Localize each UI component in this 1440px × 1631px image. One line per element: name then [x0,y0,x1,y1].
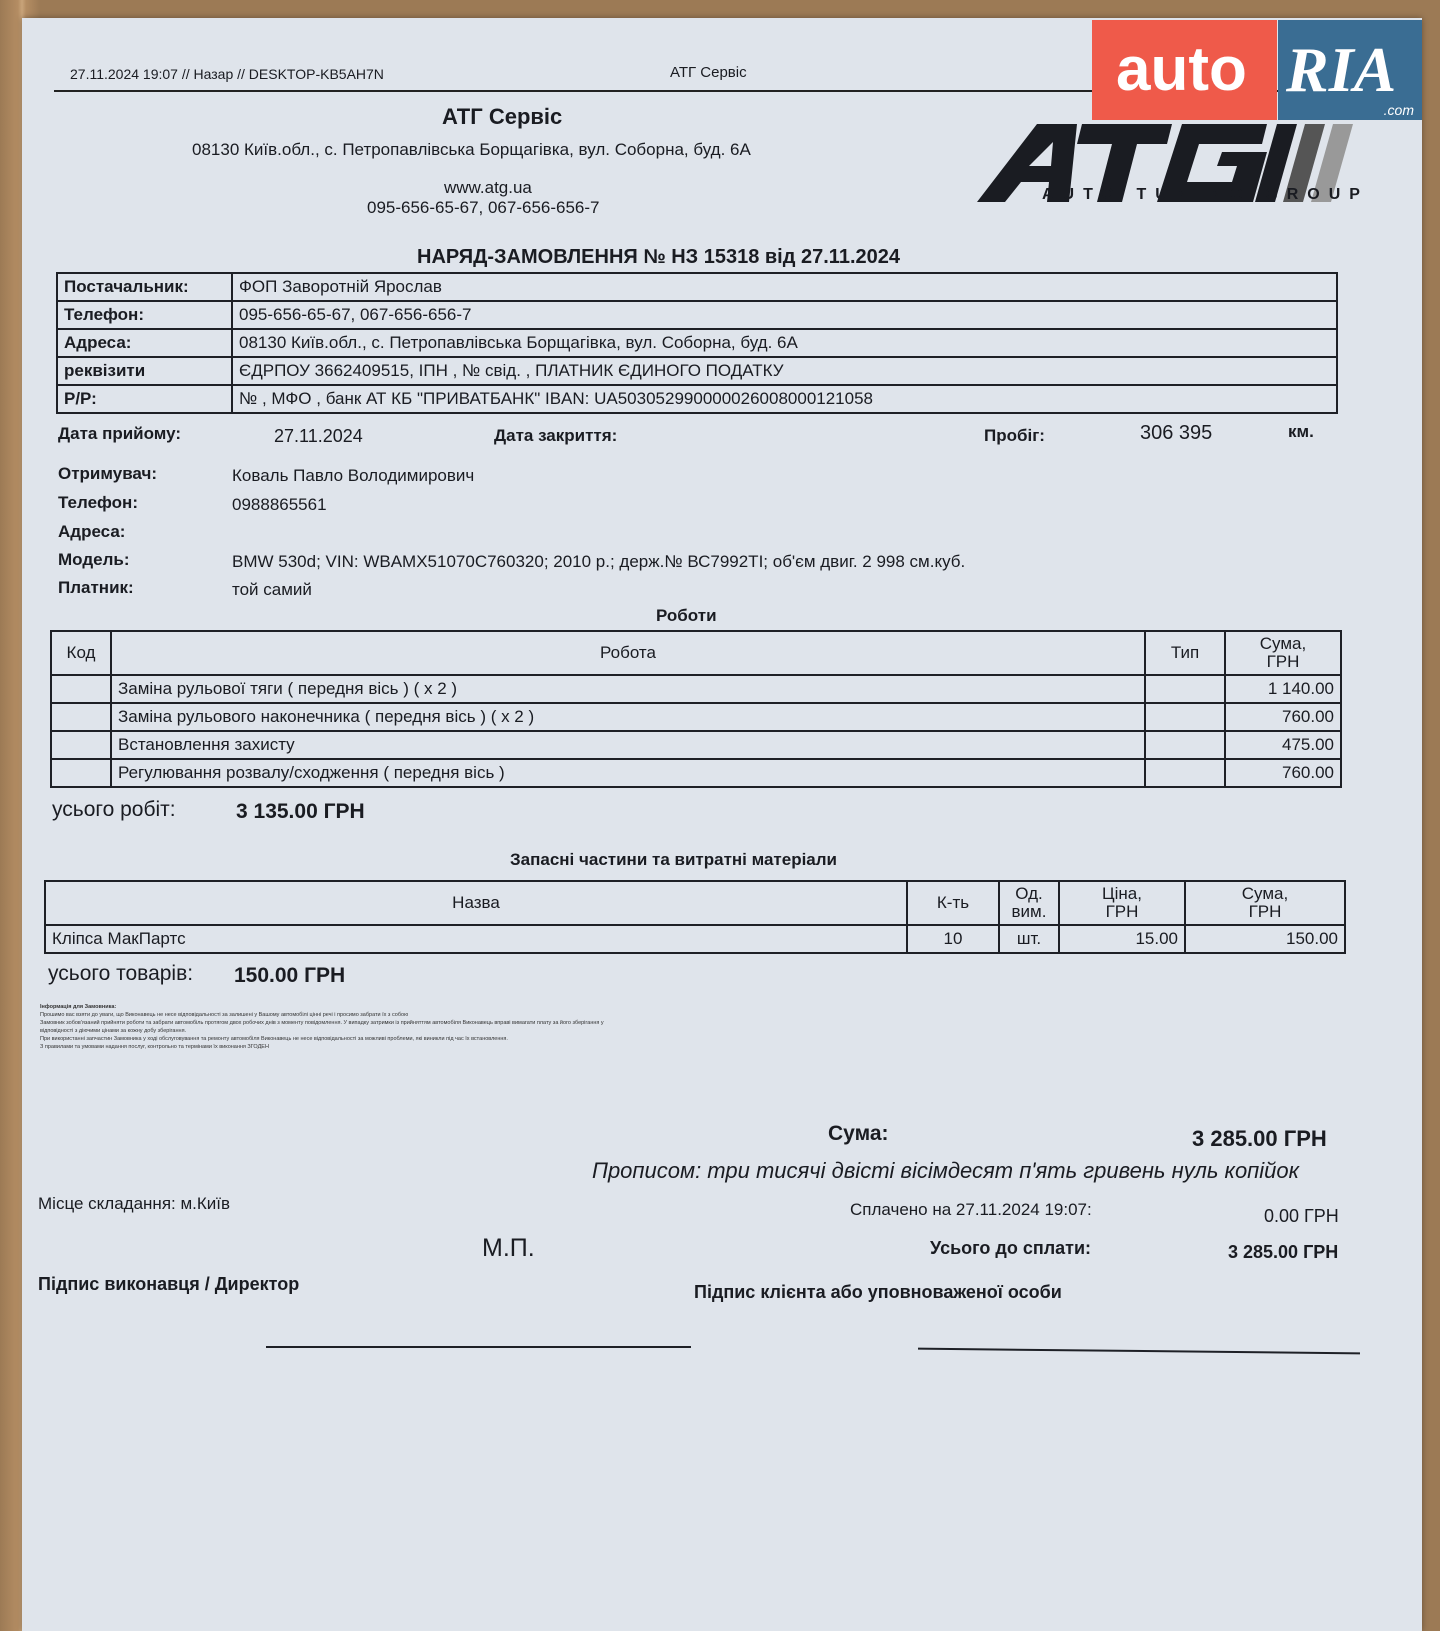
col-sum-label: Сума, [1259,634,1307,653]
executor-signature-label: Підпис виконавця / Директор [38,1274,300,1294]
col-sum [1185,881,1345,925]
table-header-row [45,881,1345,925]
col-name: Назва [45,881,907,925]
received-date-value: 27.11.2024 [274,426,363,446]
payer-label: Платник: [58,578,134,597]
mileage-unit: км. [1288,422,1314,441]
payer-value: той самий [232,580,312,599]
works-section-title: Роботи [656,606,717,625]
part-qty: 10 [907,925,999,953]
table-row [57,273,1337,301]
autoria-auto-label: auto [1092,20,1277,120]
work-type [1145,675,1225,703]
received-date-label: Дата прийому: [58,424,182,443]
col-sum [1225,631,1341,675]
atg-logo-subtitle: AUTO TUNING GROUP [1042,186,1369,203]
table-row [57,301,1337,329]
fine-print-line: відповідності з діючими цінами за кожну добу зберігання. [40,1028,187,1034]
table-row [51,703,1341,731]
client-signature-label: Підпис клієнта або уповноваженої особи [694,1282,1062,1302]
works-table [50,630,1342,788]
print-meta-left: 27.11.2024 19:07 // Назар // DESKTOP-KB5AH7N [70,66,384,82]
fine-print-line: З правилами та умовами надання послуг, контрольно та термінами їх виконання ЗГОДЕН [40,1044,269,1050]
company-name: АТГ Сервіс [442,104,563,129]
table-row [57,329,1337,357]
col-sum-unit: ГРН [1248,902,1282,921]
part-price: 15.00 [1059,925,1185,953]
mileage-value: 306 395 [1140,422,1213,444]
supplier-value: 095-656-65-67, 067-656-656-7 [232,301,1337,329]
work-code [51,675,111,703]
col-price-label: Ціна, [1102,884,1142,903]
part-unit: шт. [999,925,1059,953]
fine-print-line: Інформація для Замовника: [40,1004,117,1010]
stamp-placeholder: М.П. [482,1234,535,1262]
work-sum: 760.00 [1225,703,1341,731]
supplier-value: № , МФО , банк АТ КБ "ПРИВАТБАНК" IBAN: UA503052990000026008000121058 [232,385,1337,413]
autoria-ria-label: RIA [1278,20,1422,120]
company-website: www.atg.ua [444,178,532,197]
supplier-value: ЄДРПОУ 3662409515, ІПН , № свід. , ПЛАТНИК ЄДИНОГО ПОДАТКУ [232,357,1337,385]
parts-section-title: Запасні частини та витратні матеріали [510,850,838,869]
parts-total-value: 150.00 ГРН [234,964,346,987]
col-sum-unit: ГРН [1266,652,1300,671]
sum-in-words: Прописом: три тисячі двісті вісімдесят п'ять гривень нуль копійок [592,1158,1300,1183]
work-type [1145,731,1225,759]
work-name: Встановлення захисту [111,731,1145,759]
part-name: Кліпса МакПартс [45,925,907,953]
vehicle-model-value: BMW 530d; VIN: WBAMX51070C760320; 2010 р.; держ.№ ВС7992ТІ; об'єм двиг. 2 998 см.куб. [232,552,966,571]
print-meta-center: АТГ Сервіс [670,64,747,81]
col-sum-label: Сума, [1241,884,1289,903]
paid-value: 0.00 ГРН [1264,1206,1339,1226]
work-code [51,759,111,787]
col-unit-label2: вим. [1011,902,1047,921]
supplier-label: Телефон: [57,301,232,329]
due-value: 3 285.00 ГРН [1228,1242,1339,1262]
supplier-value: ФОП Заворотній Ярослав [232,273,1337,301]
table-row [51,675,1341,703]
company-phones: 095-656-65-67, 067-656-656-7 [367,198,600,217]
table-row [57,357,1337,385]
table-row [57,385,1337,413]
order-title: НАРЯД-ЗАМОВЛЕННЯ № НЗ 15318 від 27.11.2024 [417,246,900,268]
supplier-label: реквізити [57,357,232,385]
paid-label: Сплачено на 27.11.2024 19:07: [850,1200,1092,1219]
col-type: Тип [1145,631,1225,675]
work-name: Заміна рульового наконечника ( передня вісь ) ( х 2 ) [111,703,1145,731]
col-unit-label: Од. [1015,884,1043,903]
recipient-phone-value: 0988865561 [232,495,327,514]
work-sum: 1 140.00 [1225,675,1341,703]
col-work: Робота [111,631,1145,675]
recipient-phone-label: Телефон: [58,493,138,512]
col-qty: К-ть [907,881,999,925]
recipient-value: Коваль Павло Володимирович [232,466,475,485]
supplier-table [56,272,1338,414]
work-code [51,731,111,759]
parts-total-label: усього товарів: [48,962,194,985]
sum-value: 3 285.00 ГРН [1192,1126,1327,1151]
works-total-label: усього робіт: [52,798,176,821]
vehicle-model-label: Модель: [58,550,130,569]
col-price [1059,881,1185,925]
work-code [51,703,111,731]
work-type [1145,759,1225,787]
work-name: Регулювання розвалу/сходження ( передня вісь ) [111,759,1145,787]
supplier-value: 08130 Київ.обл., с. Петропавлівська Борщагівка, вул. Соборна, буд. 6А [232,329,1337,357]
works-total-value: 3 135.00 ГРН [236,800,365,823]
table-header-row [51,631,1341,675]
fine-print-line: При використанні запчастин Замовника у ході обслуговування та ремонту автомобіля Виконавець не несе відповідальності за можливі проблеми, які виникли під час їх встановлення. [40,1036,508,1042]
table-row [45,925,1345,953]
col-code: Код [51,631,111,675]
work-name: Заміна рульової тяги ( передня вісь ) ( х 2 ) [111,675,1145,703]
part-sum: 150.00 [1185,925,1345,953]
work-sum: 760.00 [1225,759,1341,787]
fine-print-line: Прошимо вас взяти до уваги, що Виконавець не несе відповідальності за залишені у Вашому автомобілі цінні речі і просимо забрати їх з собою [40,1012,409,1018]
work-sum: 475.00 [1225,731,1341,759]
work-type [1145,703,1225,731]
col-unit [999,881,1059,925]
work-order-document [22,18,1422,1631]
executor-signature-line [266,1346,691,1348]
sum-label: Сума: [828,1122,889,1145]
autoria-com-label: .com [1383,102,1414,118]
fine-print [40,1003,780,1051]
parts-table [44,880,1346,954]
autoria-watermark-logo [1092,20,1422,124]
table-row [51,759,1341,787]
company-address: 08130 Київ.обл., с. Петропавлівська Борщагівка, вул. Соборна, буд. 6А [192,140,751,159]
closed-date-label: Дата закриття: [494,426,618,445]
mileage-label: Пробіг: [984,426,1045,445]
recipient-address-label: Адреса: [58,522,126,541]
recipient-label: Отримувач: [58,464,157,483]
client-signature-line [918,1348,1360,1355]
table-row [51,731,1341,759]
place-of-issue: Місце складання: м.Київ [38,1194,231,1213]
supplier-label: Адреса: [57,329,232,357]
supplier-label: Постачальник: [57,273,232,301]
due-label: Усього до сплати: [930,1238,1092,1258]
supplier-label: Р/Р: [57,385,232,413]
col-price-unit: ГРН [1105,902,1139,921]
fine-print-line: Замовник зобов'язаний прийняти роботи та забрати автомобіль протягом двох робочих днів з моменту повідомлення. У випадку затримки із прийняттям автомобіля Виконавець вправі вимагати плату за його зберігання у [40,1020,604,1026]
